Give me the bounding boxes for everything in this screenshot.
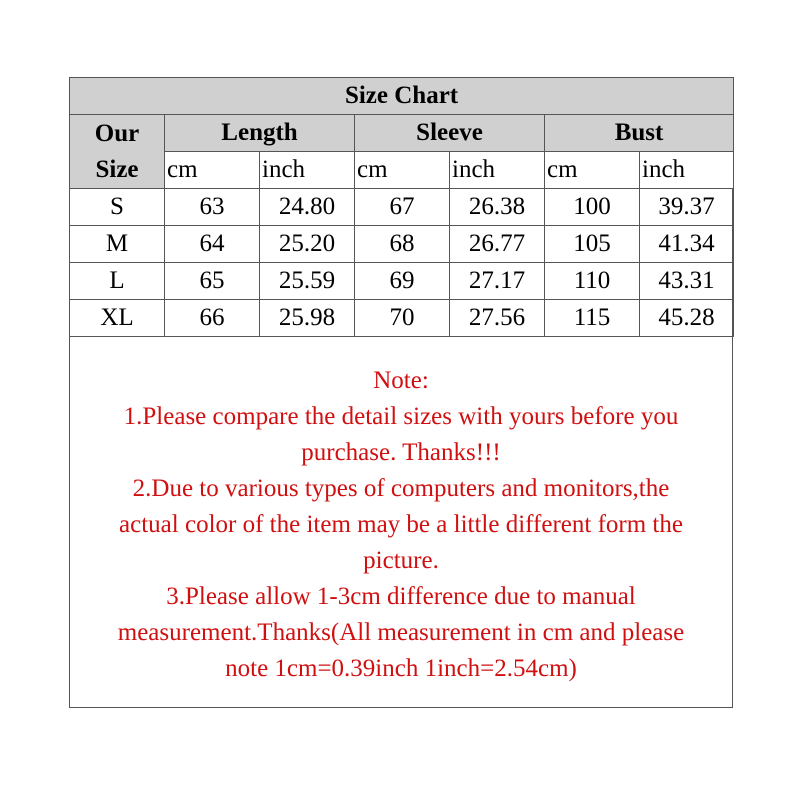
header-row [70,115,734,152]
value-cell: 100 [545,189,640,226]
note-heading: Note: [373,367,429,394]
title-row [70,78,734,115]
size-label: M [70,226,165,263]
value-cell: 26.38 [450,189,545,226]
size-chart-sheet [69,77,733,708]
sleeve-header: Sleeve [355,115,545,152]
size-column-header [70,115,165,189]
value-cell: 110 [545,263,640,300]
value-cell: 25.20 [260,226,355,263]
size-chart-table [69,77,734,337]
unit-cell: inch [450,152,545,189]
note-line: measurement.Thanks(All measurement in cm and please [117,619,685,646]
value-cell: 63 [165,189,260,226]
value-cell: 69 [355,263,450,300]
value-cell: 27.17 [450,263,545,300]
table-row [70,226,734,263]
value-cell: 45.28 [640,300,734,337]
bust-header: Bust [545,115,734,152]
value-cell: 25.59 [260,263,355,300]
note-line: 2.Due to various types of computers and monitors,the [132,475,670,502]
value-cell: 24.80 [260,189,355,226]
value-cell: 70 [355,300,450,337]
value-cell: 26.77 [450,226,545,263]
size-header-line-2: Size [95,155,139,183]
note-line: 1.Please compare the detail sizes with yours before you [123,403,679,430]
value-cell: 67 [355,189,450,226]
size-label: L [70,263,165,300]
note-line: purchase. Thanks!!! [301,439,501,466]
size-label: XL [70,300,165,337]
value-cell: 66 [165,300,260,337]
note-line: 3.Please allow 1-3cm difference due to manual [166,583,636,610]
value-cell: 41.34 [640,226,734,263]
unit-row [70,152,734,189]
table-row [70,189,734,226]
value-cell: 64 [165,226,260,263]
notes-section [70,363,732,687]
note-line: actual color of the item may be a little different form the [119,511,683,538]
note-line: note 1cm=0.39inch 1inch=2.54cm) [225,655,577,682]
unit-cell: inch [260,152,355,189]
value-cell: 115 [545,300,640,337]
length-header: Length [165,115,355,152]
value-cell: 43.31 [640,263,734,300]
size-header-line-1: Our [94,119,140,147]
note-line: picture. [363,547,439,574]
unit-cell: cm [165,152,260,189]
value-cell: 39.37 [640,189,734,226]
unit-cell: cm [355,152,450,189]
unit-cell: inch [640,152,734,189]
table-row [70,300,734,337]
value-cell: 27.56 [450,300,545,337]
value-cell: 25.98 [260,300,355,337]
value-cell: 65 [165,263,260,300]
value-cell: 68 [355,226,450,263]
table-row [70,263,734,300]
value-cell: 105 [545,226,640,263]
size-label: S [70,189,165,226]
unit-cell: cm [545,152,640,189]
chart-title: Size Chart [70,78,734,115]
